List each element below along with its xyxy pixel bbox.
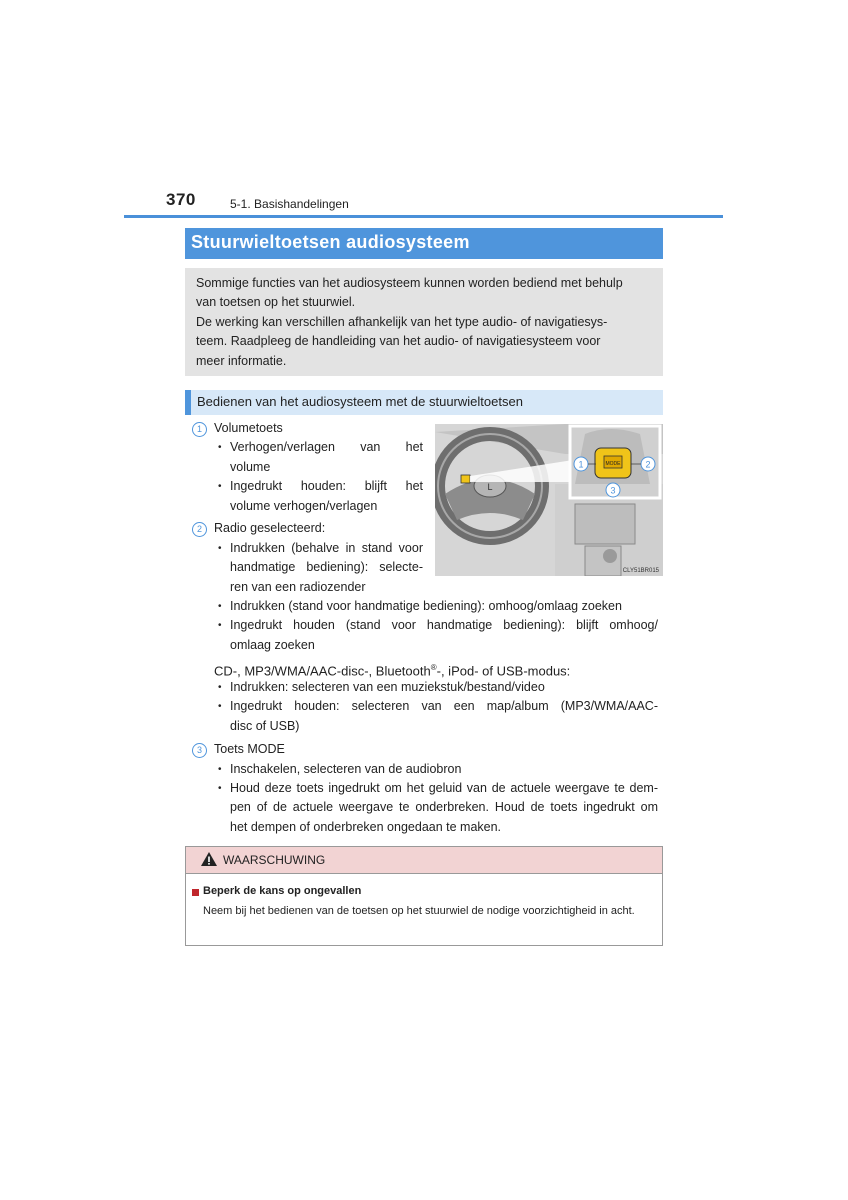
item3-label: Toets MODE xyxy=(214,742,285,756)
steering-wheel-illustration xyxy=(435,424,663,576)
media-modes-text: CD-, MP3/WMA/AAC-disc-, Bluetooth xyxy=(214,663,431,679)
subheading: Bedienen van het audiosysteem met de stuurwieltoetsen xyxy=(197,394,523,409)
section-reference: 5-1. Basishandelingen xyxy=(230,197,349,211)
mode-button-label: MODE xyxy=(605,461,621,467)
intro-line: teem. Raadpleeg de handleiding van het audio- of navigatiesysteem voor xyxy=(196,334,601,348)
item3-bullet-2: • Houd deze toets ingedrukt om het geluid van de actuele weergave te dem- xyxy=(230,779,658,799)
item2-bullet-5: • Ingedrukt houden: selecteren van een map/album (MP3/WMA/AAC- xyxy=(230,697,658,717)
figure-callout-3: 3 xyxy=(610,485,616,496)
item2-label: Radio geselecteerd: xyxy=(214,521,326,535)
figure-callout-1: 1 xyxy=(578,459,584,470)
figure-callout-2: 2 xyxy=(645,459,651,470)
page-number: 370 xyxy=(166,190,196,209)
warning-text: Neem bij het bedienen van de toetsen op het stuurwiel de nodige voorzichtigheid in acht. xyxy=(203,905,635,917)
item3-bullet-2-cont: het dempen of onderbreken ongedaan te maken. xyxy=(230,820,502,834)
steering-wheel-drawing xyxy=(435,424,663,576)
title-bar xyxy=(185,228,663,259)
item-number-1: 1 xyxy=(192,422,207,437)
item2-bullet-3: • Ingedrukt houden (stand voor handmatige bediening): blijft omhoog/ xyxy=(230,616,658,636)
intro-box xyxy=(185,268,663,376)
item1-bullet-2-cont: volume verhogen/verlagen xyxy=(230,499,378,513)
header-rule xyxy=(124,215,723,218)
item2-bullet-1-cont: ren van een radiozender xyxy=(230,580,366,594)
warning-title: WAARSCHUWING xyxy=(223,853,326,867)
item3-bullet-1: • Inschakelen, selecteren van de audiobron xyxy=(230,760,461,780)
warning-triangle-icon xyxy=(200,851,218,867)
item-number-3: 3 xyxy=(192,743,207,758)
item1-bullet-1-cont: volume xyxy=(230,460,271,474)
item2-bullet-1-cont: handmatige bediening): selecte- xyxy=(230,560,423,574)
item2-bullet-2: • Indrukken (stand voor handmatige bediening): omhoog/omlaag zoeken xyxy=(230,597,622,617)
warning-subtitle: Beperk de kans op ongevallen xyxy=(203,885,362,897)
item-number-2: 2 xyxy=(192,522,207,537)
figure-code: CLY51BR015 xyxy=(622,568,659,574)
item3-bullet-2-cont: pen of de actuele weergave te onderbreken. Houd de toets ingedrukt om xyxy=(230,800,658,814)
item2-bullet-3-cont: omlaag zoeken xyxy=(230,638,315,652)
subheading-bar xyxy=(185,390,663,415)
intro-line: De werking kan verschillen afhankelijk van het type audio- of navigatiesys- xyxy=(196,315,608,329)
media-modes-text-end: -, iPod- of USB-modus: xyxy=(436,663,571,679)
svg-text:L: L xyxy=(487,482,493,492)
intro-line: van toetsen op het stuurwiel. xyxy=(196,295,356,309)
item1-bullet-1: • Verhogen/verlagen van het xyxy=(230,438,423,458)
item2-bullet-4: • Indrukken: selecteren van een muziekstuk/bestand/video xyxy=(230,678,545,698)
item1-label: Volumetoets xyxy=(214,421,283,435)
registered-mark: ® xyxy=(430,663,437,672)
intro-line: meer informatie. xyxy=(196,354,287,368)
subheading-accent xyxy=(185,390,191,415)
page-title: Stuurwieltoetsen audiosysteem xyxy=(191,232,470,252)
item2-bullet-5-cont: disc of USB) xyxy=(230,719,300,733)
item1-bullet-2: • Ingedrukt houden: blijft het xyxy=(230,477,423,497)
intro-line: Sommige functies van het audiosysteem kunnen worden bediend met behulp xyxy=(196,276,623,290)
item2-bullet-1: • Indrukken (behalve in stand voor xyxy=(230,539,423,559)
warning-square-icon xyxy=(192,889,199,896)
